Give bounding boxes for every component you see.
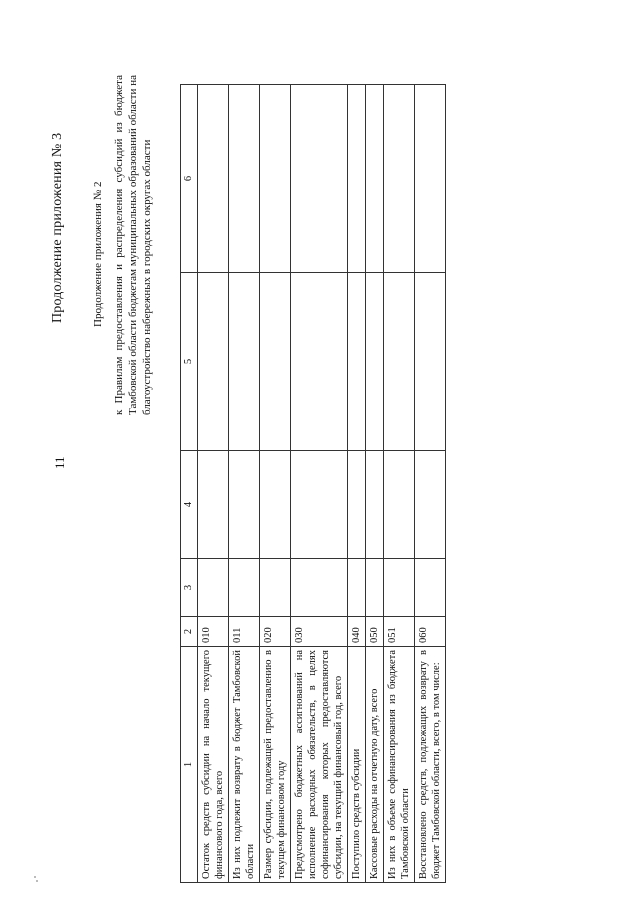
cell [384, 85, 415, 273]
cell [229, 559, 260, 617]
cell [415, 85, 446, 273]
cell [348, 273, 366, 451]
page-number: 11 [52, 456, 67, 469]
row-name: Остаток средств субсидии на начало текущего финансового года, всего [198, 647, 229, 883]
cell [260, 273, 291, 451]
table-row [291, 85, 348, 883]
cell [229, 451, 260, 559]
table-row [260, 85, 291, 883]
scan-speck [34, 876, 36, 878]
row-name: Кассовые расходы на отчетную дату, всего [366, 647, 384, 883]
row-code: 030 [291, 617, 348, 647]
cell [291, 451, 348, 559]
cell [415, 559, 446, 617]
cell [366, 559, 384, 617]
cell [415, 451, 446, 559]
row-name: Размер субсидии, подлежащей предоставлению в текущем финансовом году [260, 647, 291, 883]
table-row [415, 85, 446, 883]
cell [229, 273, 260, 451]
cell [260, 85, 291, 273]
appendix-title: Продолжение приложения № 2 [92, 181, 104, 327]
cell [198, 85, 229, 273]
continuation-title: Продолжение приложения № 3 [50, 132, 65, 323]
cell [291, 85, 348, 273]
column-header: 5 [181, 273, 198, 451]
row-code: 011 [229, 617, 260, 647]
row-code: 010 [198, 617, 229, 647]
column-header: 6 [181, 85, 198, 273]
column-header: 4 [181, 451, 198, 559]
column-header: 2 [181, 617, 198, 647]
cell [198, 559, 229, 617]
cell [415, 273, 446, 451]
cell [348, 85, 366, 273]
cell [291, 273, 348, 451]
table-row [348, 85, 366, 883]
cell [260, 559, 291, 617]
scan-speck [36, 880, 38, 882]
cell [384, 451, 415, 559]
column-header: 3 [181, 559, 198, 617]
cell [229, 85, 260, 273]
cell [366, 451, 384, 559]
row-name: Восстановлено средств, подлежащих возврату в бюджет Тамбовской области, всего, в том числе: [415, 647, 446, 883]
row-code: 050 [366, 617, 384, 647]
table-header-row [181, 85, 198, 883]
row-code: 020 [260, 617, 291, 647]
cell [366, 273, 384, 451]
row-name: Из них подлежит возврату в бюджет Тамбовской области [229, 647, 260, 883]
cell [366, 85, 384, 273]
row-name: Из них в объеме софинансирования из бюджета Тамбовской области [384, 647, 415, 883]
table-row [229, 85, 260, 883]
cell [198, 273, 229, 451]
cell [291, 559, 348, 617]
cell [198, 451, 229, 559]
cell [260, 451, 291, 559]
row-name: Предусмотрено бюджетных ассигнований на исполнение расходных обязательств, в целях софинансирования которых предоставляются субсидии, на текущий финансовый год, всего [291, 647, 348, 883]
table-row [366, 85, 384, 883]
column-header: 1 [181, 647, 198, 883]
row-code: 040 [348, 617, 366, 647]
row-name: Поступило средств субсидии [348, 647, 366, 883]
cell [348, 559, 366, 617]
table-row [198, 85, 229, 883]
appendix-text: к Правилам предоставления и распределения субсидий из бюджета Тамбовской области бюджетам муниципальных образований области на благоустройство набережных в городских округах области [113, 75, 153, 415]
report-table [180, 84, 446, 883]
row-code: 060 [415, 617, 446, 647]
table-row [384, 85, 415, 883]
row-code: 051 [384, 617, 415, 647]
cell [384, 273, 415, 451]
cell [384, 559, 415, 617]
cell [348, 451, 366, 559]
